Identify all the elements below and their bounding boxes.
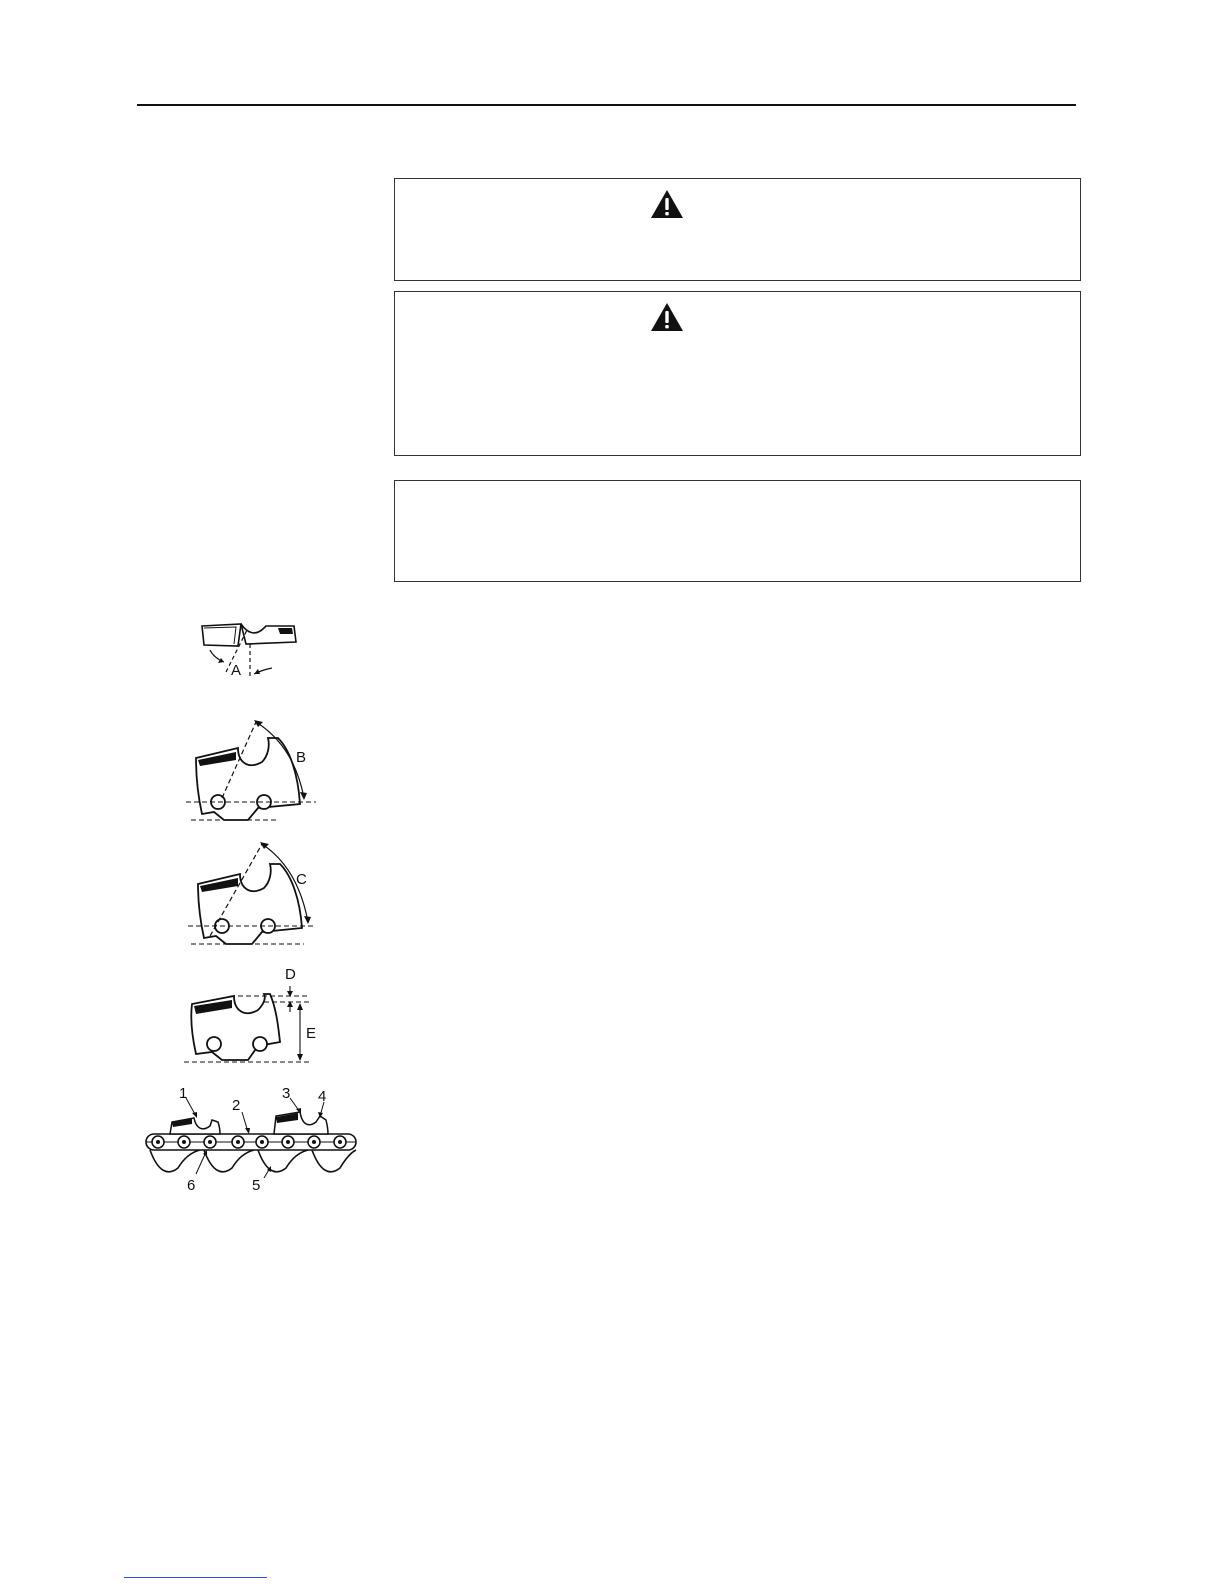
callout-1: 1 xyxy=(179,1085,188,1102)
side-plate-angle-figure-c xyxy=(186,838,321,950)
warning-box-1 xyxy=(394,178,1081,281)
footer-link-underline xyxy=(124,1577,267,1578)
note-box xyxy=(394,480,1081,582)
top-plate-angle-figure xyxy=(196,614,311,682)
warning-box-2 xyxy=(394,291,1081,456)
callout-2: 2 xyxy=(232,1097,241,1114)
side-plate-angle-figure-b xyxy=(186,716,321,828)
warning-triangle-icon xyxy=(650,302,684,332)
header-rule xyxy=(137,104,1076,106)
warning-triangle-icon xyxy=(650,189,684,219)
depth-gauge-figure xyxy=(184,964,329,1070)
label-b: B xyxy=(296,749,307,766)
callout-4: 4 xyxy=(318,1088,327,1105)
callout-5: 5 xyxy=(252,1177,261,1194)
chain-parts-figure xyxy=(144,1084,358,1196)
label-d: D xyxy=(285,966,296,983)
callout-6: 6 xyxy=(187,1177,196,1194)
callout-3: 3 xyxy=(282,1085,291,1102)
label-a: A xyxy=(231,662,242,679)
label-c: C xyxy=(296,871,307,888)
label-e: E xyxy=(306,1025,317,1042)
